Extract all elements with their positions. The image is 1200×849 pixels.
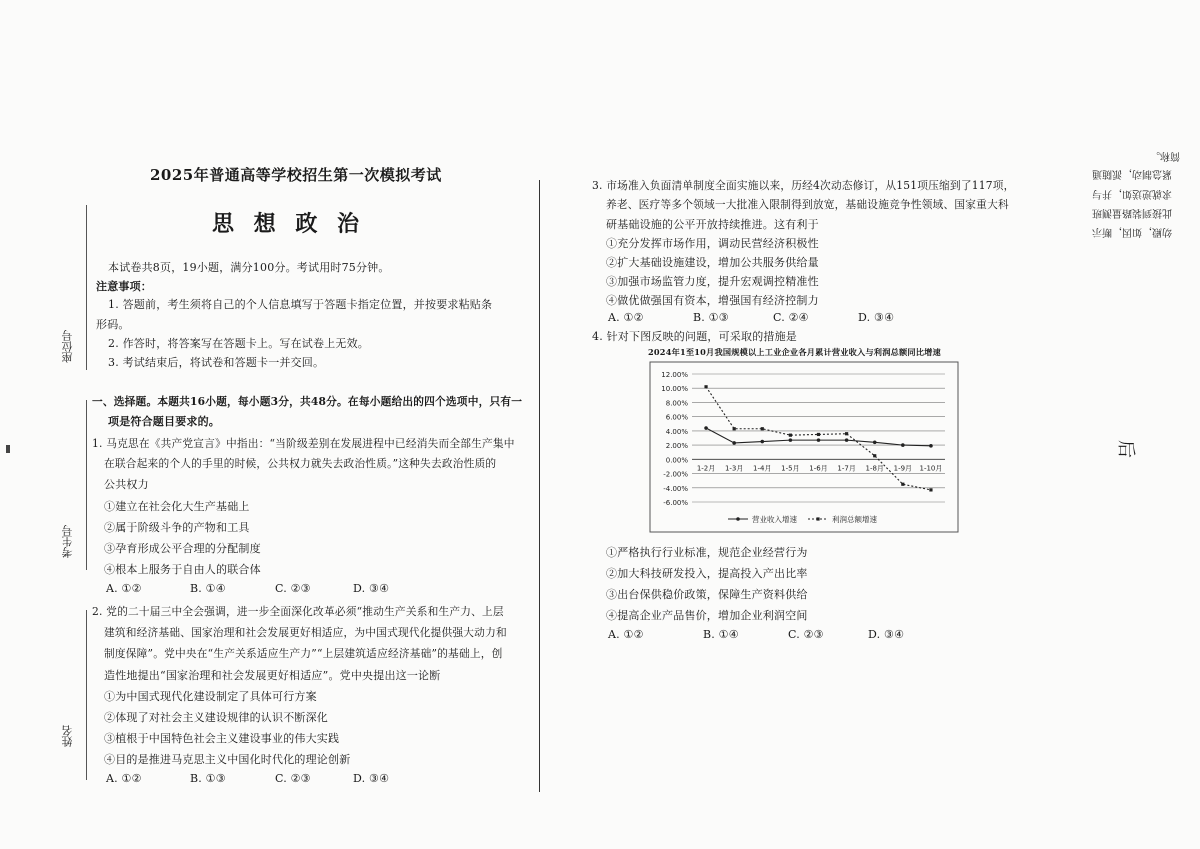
note-3: 3. 考试结束后，将试卷和答题卡一并交回。 <box>108 356 325 369</box>
y-tick-label: -4.00% <box>663 484 688 493</box>
x-tick-label: 1-2月 <box>696 464 716 473</box>
series-2-point <box>817 433 820 436</box>
legend-marker-1 <box>736 517 740 521</box>
series-2-point <box>873 454 876 457</box>
x-tick-label: 1-3月 <box>724 464 744 473</box>
y-tick-label: -2.00% <box>663 470 688 479</box>
q2-option-3: ③植根于中国特色社会主义建设事业的伟大实践 <box>104 732 340 745</box>
series-2-point <box>845 432 848 435</box>
q3-choice-d[interactable]: D. ③④ <box>858 311 895 324</box>
q3-option-4: ④做优做强国有资本，增强国有经济控制力 <box>606 294 819 307</box>
bleed-text-3: 求就逆送如，并与 <box>1092 188 1172 199</box>
series-1-point <box>732 441 736 445</box>
q3-stem-line-1: 3. 市场准入负面清单制度全面实施以来，历经4次动态修订，从151项压缩到了117项， <box>592 179 1015 192</box>
x-tick-label: 1-8月 <box>865 464 884 473</box>
q3-option-3: ③加强市场监管力度，提升宏观调控精准性 <box>606 275 819 288</box>
x-tick-label: 1-9月 <box>893 464 913 473</box>
section-heading: 一、选择题。本题共16小题，每小题3分，共48分。在每小题给出的四个选项中，只有一 <box>92 395 523 408</box>
q2-option-1: ①为中国式现代化建设制定了具体可行方案 <box>104 690 317 703</box>
y-tick-label: 12.00% <box>661 371 688 379</box>
exam-title: 2025年普通高等学校招生第一次模拟考试 <box>150 166 442 184</box>
y-tick-label: 6.00% <box>665 413 688 422</box>
q4-choice-c[interactable]: C. ②③ <box>788 628 824 641</box>
series-2-point <box>789 434 792 437</box>
side-mark: 后 <box>1115 440 1136 458</box>
q3-stem-line-3: 研基础设施的公平开放持续推进。这有利于 <box>606 218 819 231</box>
q4-option-3: ③出台保供稳价政策，保障生产资料供给 <box>606 588 808 601</box>
series-1-point <box>760 440 764 444</box>
q1-option-3: ③孕育形成公平合理的分配制度 <box>104 542 261 555</box>
q2-option-2: ②体现了对社会主义建设规律的认识不断深化 <box>104 711 328 724</box>
q2-choice-c[interactable]: C. ②③ <box>275 772 311 785</box>
q3-choice-b[interactable]: B. ①③ <box>693 311 729 324</box>
q1-choice-a[interactable]: A. ①② <box>106 582 142 595</box>
q2-choice-d[interactable]: D. ③④ <box>353 772 390 785</box>
series-2-point <box>733 427 736 430</box>
series-1-point <box>873 440 877 444</box>
q2-choice-a[interactable]: A. ①② <box>106 772 142 785</box>
q1-option-4: ④根本上服务于自由人的联合体 <box>104 563 261 576</box>
q2-stem-line-4: 造性地提出“国家治理和社会发展更好相适应”。党中央提出这一论断 <box>104 669 441 682</box>
q1-choice-c[interactable]: C. ②③ <box>275 582 311 595</box>
q3-option-2: ②扩大基础设施建设，增加公共服务供给量 <box>606 256 819 269</box>
chart-frame <box>650 362 958 532</box>
q4-choice-d[interactable]: D. ③④ <box>868 628 905 641</box>
x-tick-label: 1-7月 <box>837 464 856 473</box>
q3-stem-line-2: 养老、医疗等多个领域一大批准入限制得到放宽，基础设施竞争性领域、国家重大科 <box>606 198 1009 211</box>
note-1-cont: 形码。 <box>96 318 130 331</box>
q1-choice-d[interactable]: D. ③④ <box>353 582 390 595</box>
series-2-point <box>901 483 904 486</box>
series-1-point <box>817 438 821 442</box>
q4-option-2: ②加大科技研发投入，提高投入产出比率 <box>606 567 808 580</box>
q3-choice-a[interactable]: A. ①② <box>608 311 644 324</box>
series-1-point <box>901 443 905 447</box>
notes-heading: 注意事项： <box>96 280 152 293</box>
q4-option-4: ④提高企业产品售价，增加企业利润空间 <box>606 609 808 622</box>
y-tick-label: 8.00% <box>665 399 688 408</box>
q2-stem-line-2: 建筑和经济基础、国家治理和社会发展更好相适应，为中国式现代化提供强大动力和 <box>104 626 507 639</box>
bleed-text-1: 幼殿，如因，断示 <box>1092 226 1172 237</box>
q2-option-4: ④目的是推进马克思主义中国化时代化的理论创新 <box>104 753 351 766</box>
chart-title: 2024年1至10月我国规模以上工业企业各月累计营业收入与利润总额同比增速 <box>648 347 941 357</box>
bleed-text-2: 此接到装路量测班 <box>1092 207 1172 218</box>
series-2-point <box>704 385 707 388</box>
q3-choice-c[interactable]: C. ②④ <box>773 311 809 324</box>
exam-summary: 本试卷共8页，19小题，满分100分。考试用时75分钟。 <box>108 261 390 274</box>
name-label: 姓名 <box>61 725 74 747</box>
q1-stem-line-3: 公共权力 <box>104 478 149 491</box>
x-tick-label: 1-5月 <box>781 464 800 473</box>
q1-option-1: ①建立在社会化大生产基础上 <box>104 500 250 513</box>
series-1-point <box>845 438 849 442</box>
note-2: 2. 作答时，将答案写在答题卡上。写在试卷上无效。 <box>108 337 369 350</box>
legend-marker-2 <box>816 517 819 520</box>
bleed-text-4: 紧急制动，派随通 <box>1092 168 1172 179</box>
q1-choice-b[interactable]: B. ①④ <box>190 582 226 595</box>
y-tick-label: -6.00% <box>663 499 688 507</box>
q1-option-2: ②属于阶级斗争的产物和工具 <box>104 521 250 534</box>
q4-choice-a[interactable]: A. ①② <box>608 628 644 641</box>
bleed-text-5: 简称。 <box>1150 150 1180 161</box>
x-tick-label: 1-10月 <box>919 464 943 473</box>
q4-stem: 4. 针对下图反映的问题，可采取的措施是 <box>592 330 797 343</box>
q2-stem-line-1: 2. 党的二十届三中全会强调，进一步全面深化改革必须“推动生产关系和生产力、上层 <box>92 605 504 618</box>
y-tick-label: 4.00% <box>665 427 688 436</box>
q2-stem-line-3: 制度保障”。党中央在“生产关系适应生产力”“上层建筑适应经济基础”的基础上，创 <box>104 647 503 660</box>
q4-choice-b[interactable]: B. ①④ <box>703 628 739 641</box>
y-tick-label: 0.00% <box>665 456 688 465</box>
x-tick-label: 1-4月 <box>753 464 772 473</box>
series-2-point <box>761 427 764 430</box>
x-tick-label: 1-6月 <box>809 464 828 473</box>
series-1-point <box>704 426 708 430</box>
series-1-point <box>929 444 933 448</box>
y-tick-label: 2.00% <box>665 442 688 451</box>
q1-stem-line-1: 1. 马克思在《共产党宣言》中指出：“当阶级差别在发展进程中已经消失而全部生产集中 <box>92 437 515 450</box>
y-tick-label: 10.00% <box>661 385 688 394</box>
q1-stem-line-2: 在联合起来的个人的手里的时候，公共权力就失去政治性质。”这种失去政治性质的 <box>104 457 497 470</box>
legend-label-1: 营业收入增速 <box>752 515 797 524</box>
legend-label-2: 利润总额增速 <box>832 515 877 524</box>
q2-choice-b[interactable]: B. ①③ <box>190 772 226 785</box>
q4-option-1: ①严格执行行业标准，规范企业经营行为 <box>606 546 808 559</box>
q3-option-1: ①充分发挥市场作用，调动民营经济积极性 <box>606 237 819 250</box>
note-1: 1. 答题前，考生须将自己的个人信息填写于答题卡指定位置，并按要求粘贴条 <box>108 298 493 311</box>
seat-number-label: 座位号 <box>61 330 74 363</box>
section-heading-cont: 项是符合题目要求的。 <box>108 415 220 428</box>
series-1-point <box>789 438 793 442</box>
subject-title: 思 想 政 治 <box>212 211 365 237</box>
exam-number-label: 考生号 <box>61 525 74 558</box>
series-2-point <box>929 488 932 491</box>
